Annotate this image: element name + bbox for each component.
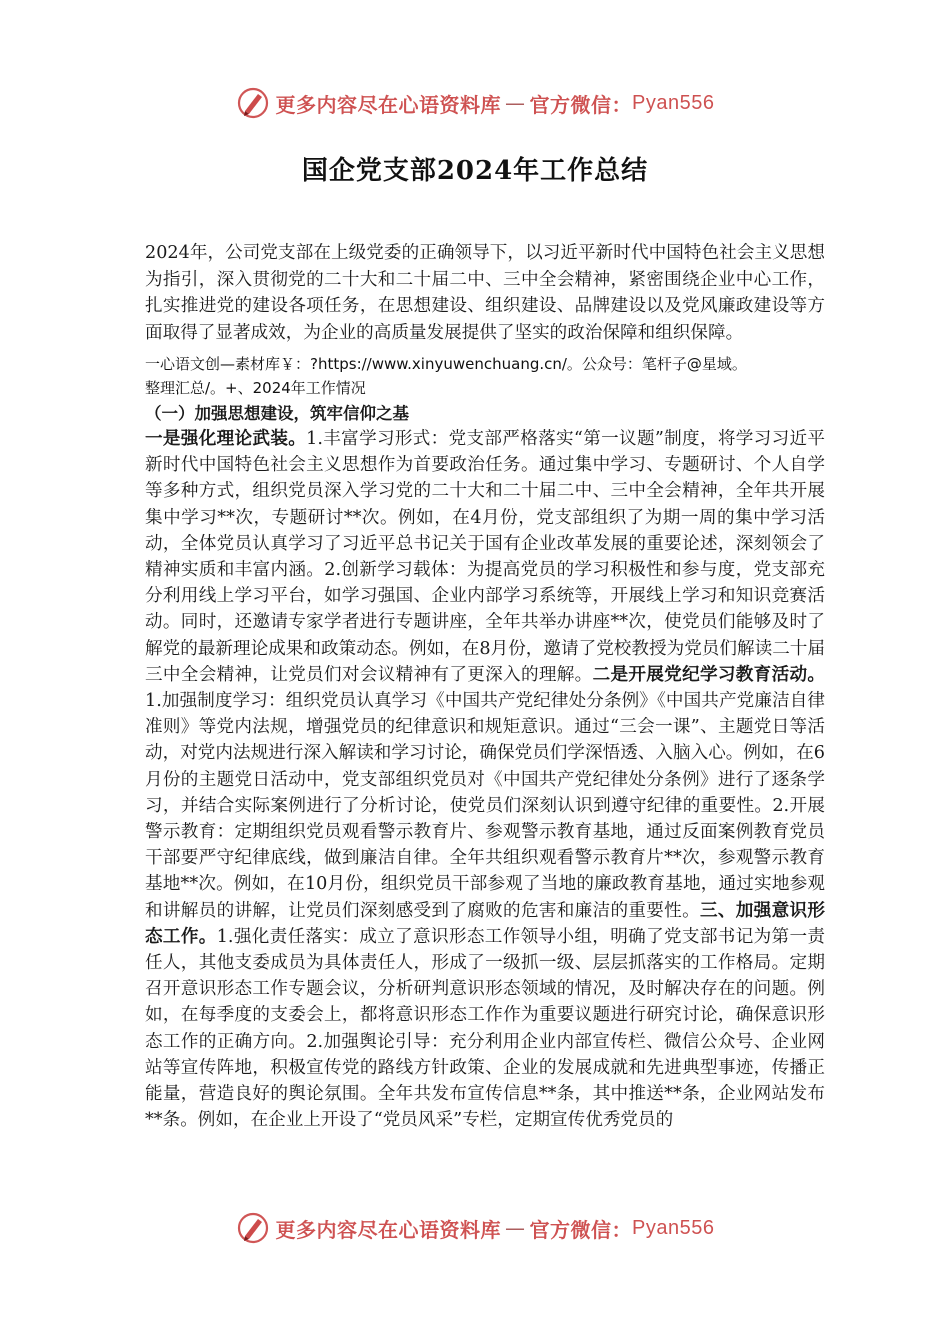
pen-logo-icon (236, 86, 270, 120)
banner-account: Pyan556 (632, 1216, 715, 1239)
banner-separator: — (505, 91, 526, 115)
item-heading-3: 三、加强意识形态工作。 (145, 900, 825, 947)
section-heading-1: （一）加强思想建设，筑牢信仰之基 (145, 404, 409, 423)
footer-banner (0, 1208, 950, 1248)
item-text-3: 1.强化责任落实：成立了意识形态工作领导小组，明确了党支部书记为第一责任人，其他支委成员为具体责任人，形成了一级抓一级、层层抓落实的工作格局。定期召开意识形态工作专题会议，分析研判意识形态领域的情况，及时解决存在的问题。例如，在每季度的支委会上，都将意识形态工作作为重要议题进行研究讨论，确保意识形态工作的正确方向。2.加强舆论引导：充分利用企业内部宣传栏、微信公众号、企业网站等宣传阵地，积极宣传党的路线方针政策、企业的发展成就和先进典型事迹，传播正能量，营造良好的舆论氛围。全年共发布宣传信息**条，其中推送**条，企业网站发布**条。例如，在企业上开设了“党员风采”专栏，定期宣传优秀党员的 (145, 926, 825, 1131)
item-text-2: 1.加强制度学习：组织党员认真学习《中国共产党纪律处分条例》《中国共产党廉洁自律准则》等党内法规，增强党员的纪律意识和规矩意识。通过“三会一课”、主题党日等活动，对党内法规进行深入解读和学习讨论，确保党员们学深悟透、入脑入心。例如，在6月份的主题党日活动中，党支部组织党员对《中国共产党纪律处分条例》进行了逐条学习，并结合实际案例进行了分析讨论，使党员们深刻认识到遵守纪律的重要性。2.开展警示教育：定期组织党员观看警示教育片、参观警示教育基地，通过反面案例教育党员干部要严守纪律底线，做到廉洁自律。全年共组织观看警示教育片**次，参观警示教育基地**次。例如，在10月份，组织党员干部参观了当地的廉政教育基地，通过实地参观和讲解员的讲解，让党员们深刻感受到了腐败的危害和廉洁的重要性。 (145, 691, 825, 921)
intro-paragraph: 2024年，公司党支部在上级党委的正确领导下，以习近平新时代中国特色社会主义思想为指引，深入贯彻党的二十大和二十届二中、三中全会精神，紧密围绕企业中心工作，扎实推进党的建设各项任务，在思想建设、组织建设、品牌建设以及党风廉政建设等方面取得了显著成效，为企业的高质量发展提供了坚实的政治保障和组织保障。 (145, 243, 825, 343)
banner-separator: — (505, 1216, 526, 1240)
document-body (145, 240, 825, 1133)
item-heading-2: 二是开展党纪学习教育活动。 (592, 664, 825, 685)
banner-slogan: 更多内容尽在心语资料库 (275, 1217, 502, 1242)
banner-label: 官方微信： (529, 92, 633, 117)
item-heading-1: 一是强化理论武装。 (145, 429, 307, 449)
body-paragraph (145, 426, 825, 1133)
item-text-1: 1.丰富学习形式：党支部严格落实“第一议题”制度，将学习习近平新时代中国特色社会主义思想作为首要政治任务。通过集中学习、专题研讨、个人自学等多种方式，组织党员深入学习党的二十大和二十届二中、三中全会精神，全年共开展集中学习**次，专题研讨**次。例如，在4月份，党支部组织了为期一周的集中学习活动，全体党员认真学习了习近平总书记关于国有企业改革发展的重要论述，深刻领会了精神实质和丰富内涵。2.创新学习载体：为提高党员的学习积极性和参与度，党支部充分利用线上学习平台，如学习强国、企业内部学习系统等，开展线上学习和知识竞赛活动。同时，还邀请专家学者进行专题讲座，全年共举办讲座**次，使党员们能够及时了解党的最新理论成果和政策动态。例如，在8月份，邀请了党校教授为党员们解读二十届三中全会精神，让党员们对会议精神有了更深入的理解。 (145, 429, 825, 685)
document-title: 国企党支部2024年工作总结 (301, 156, 649, 186)
banner-label: 官方微信： (529, 1217, 633, 1242)
source-note: 一心语文创—素材库￥：?https://www.xinyuwenchuang.cn/。公众号：笔杆子@星域。 (145, 355, 747, 373)
section-heading-main: 整理汇总/。+、2024年工作情况 (145, 379, 366, 397)
pen-logo-icon (236, 1211, 270, 1245)
header-banner (0, 83, 950, 123)
banner-slogan: 更多内容尽在心语资料库 (275, 92, 502, 117)
banner-account: Pyan556 (632, 91, 715, 114)
